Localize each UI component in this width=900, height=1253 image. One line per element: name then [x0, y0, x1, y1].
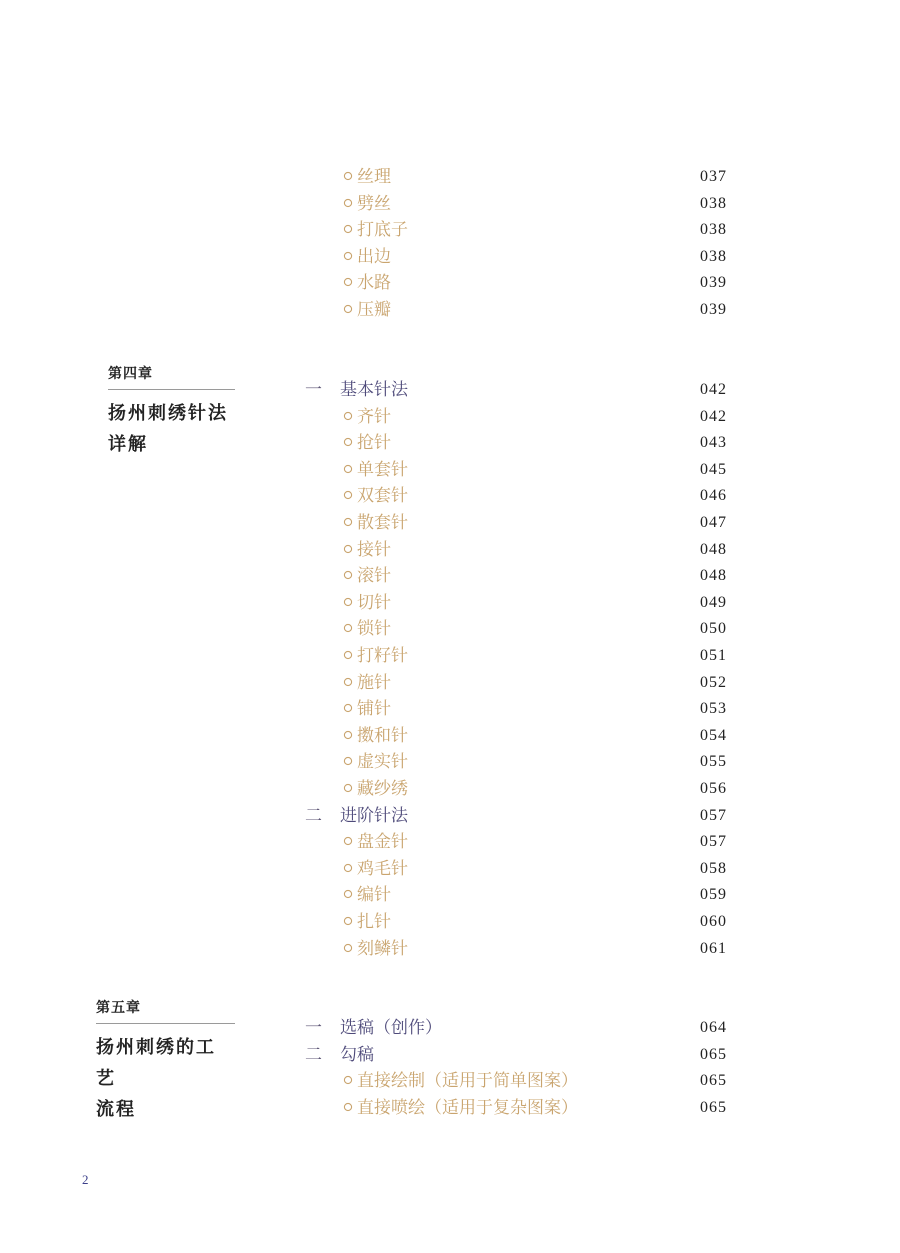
- subentry-text: 滚针: [357, 566, 391, 587]
- subentry-text: 水路: [357, 273, 391, 294]
- chapter-number: 第五章: [96, 1000, 141, 1016]
- subentry-text: 切针: [357, 592, 391, 613]
- subentry-page-number: 065: [700, 1098, 727, 1116]
- subentry-text: 编针: [357, 885, 391, 906]
- subentry-page-number: 047: [700, 514, 727, 531]
- toc-subentry[interactable]: [0, 537, 900, 563]
- subentry-label: [343, 936, 408, 962]
- subentry-page-number: 060: [700, 913, 727, 930]
- toc-subentry[interactable]: [0, 1095, 900, 1121]
- subentry-label: [343, 537, 391, 563]
- toc-section[interactable]: [0, 377, 900, 403]
- subentry-label: [343, 510, 408, 536]
- subentry-page-number: 038: [700, 221, 727, 239]
- subentry-text: 虚实针: [357, 752, 408, 773]
- bullet-circle-icon: [343, 517, 353, 527]
- bullet-circle-icon: [343, 1102, 353, 1112]
- subentry-text: 出边: [357, 246, 391, 267]
- subentry-page-number: 043: [700, 434, 727, 452]
- toc-subentry[interactable]: [0, 510, 900, 536]
- subentry-text: 刻鳞针: [357, 938, 408, 959]
- subentry-page-number: 038: [700, 194, 727, 212]
- bullet-circle-icon: [343, 943, 353, 953]
- subentry-label: [343, 244, 391, 270]
- bullet-circle-icon: [343, 916, 353, 926]
- subentry-page-number: 037: [700, 168, 727, 185]
- subentry-text: 施针: [357, 672, 391, 693]
- bullet-circle-icon: [343, 304, 353, 314]
- subentry-page-number: 042: [700, 407, 727, 425]
- section-label: 选稿（创作）: [340, 1018, 442, 1038]
- subentry-page-number: 059: [700, 886, 727, 904]
- toc-subentry[interactable]: [0, 430, 900, 456]
- chapter-title-line-2: 流程: [96, 1099, 136, 1120]
- subentry-page-number: 061: [700, 939, 727, 957]
- bullet-circle-icon: [343, 650, 353, 660]
- section-label: 进阶针法: [340, 805, 408, 826]
- toc-subentry[interactable]: [0, 244, 900, 270]
- toc-subentry[interactable]: [0, 776, 900, 802]
- subentry-label: [343, 483, 408, 509]
- subentry-text: 散套针: [357, 513, 408, 533]
- subentry-label: [343, 856, 408, 882]
- subentry-page-number: 058: [700, 859, 727, 877]
- toc-subentry[interactable]: [0, 164, 900, 190]
- subentry-page-number: 050: [700, 620, 727, 638]
- toc-subentry[interactable]: [0, 404, 900, 430]
- subentry-label: [343, 909, 391, 935]
- bullet-circle-icon: [343, 171, 353, 181]
- section-label: 勾稿: [340, 1044, 374, 1065]
- subentry-label: [343, 457, 408, 483]
- section-page-number: 057: [700, 806, 727, 824]
- bullet-circle-icon: [343, 224, 353, 234]
- toc-subentry[interactable]: [0, 882, 900, 908]
- subentry-label: [343, 1068, 578, 1094]
- bullet-circle-icon: [343, 783, 353, 793]
- toc-section[interactable]: [0, 1042, 900, 1068]
- bullet-circle-icon: [343, 677, 353, 687]
- subentry-text: 扎针: [357, 912, 391, 932]
- subentry-page-number: 055: [700, 753, 727, 771]
- bullet-circle-icon: [343, 437, 353, 447]
- subentry-text: 劈丝: [357, 193, 391, 214]
- section-label: 基本针法: [340, 380, 408, 400]
- subentry-label: [343, 563, 391, 589]
- bullet-circle-icon: [343, 889, 353, 899]
- subentry-label: [343, 696, 391, 722]
- subentry-label: [343, 191, 391, 217]
- toc-subentry[interactable]: [0, 856, 900, 882]
- subentry-label: [343, 776, 408, 802]
- subentry-label: [343, 643, 408, 669]
- subentry-text: 直接绘制（适用于简单图案）: [357, 1071, 578, 1092]
- subentry-text: 双套针: [357, 486, 408, 507]
- subentry-text: 直接喷绘（适用于复杂图案）: [357, 1097, 578, 1118]
- subentry-label: [343, 723, 408, 749]
- toc-subentry[interactable]: [0, 1068, 900, 1094]
- chapter-title-line-2: 详解: [108, 434, 148, 455]
- subentry-page-number: 045: [700, 460, 727, 478]
- bullet-circle-icon: [343, 490, 353, 500]
- folio: 2: [82, 1172, 89, 1187]
- subentry-page-number: 056: [700, 780, 727, 797]
- toc-subentry[interactable]: [0, 749, 900, 775]
- section-page-number: 065: [700, 1045, 727, 1063]
- bullet-circle-icon: [343, 544, 353, 554]
- toc-subentry[interactable]: [0, 670, 900, 696]
- subentry-page-number: 039: [700, 274, 727, 292]
- subentry-text: 单套针: [357, 459, 408, 480]
- bullet-circle-icon: [343, 597, 353, 607]
- subentry-page-number: 046: [700, 487, 727, 505]
- subentry-text: 打籽针: [357, 646, 408, 666]
- bullet-circle-icon: [343, 863, 353, 873]
- bullet-circle-icon: [343, 1075, 353, 1085]
- toc-section[interactable]: [0, 1015, 900, 1041]
- subentry-page-number: 048: [700, 540, 727, 558]
- toc-subentry[interactable]: [0, 483, 900, 509]
- chapter-title-line-1: 扬州刺绣的工艺: [96, 1037, 216, 1089]
- subentry-page-number: 049: [700, 593, 727, 611]
- subentry-text: 齐针: [357, 406, 391, 427]
- subentry-page-number: 065: [700, 1072, 727, 1090]
- subentry-label: [343, 1095, 578, 1121]
- subentry-label: [343, 590, 391, 616]
- subentry-page-number: 038: [700, 247, 727, 265]
- subentry-label: [343, 882, 391, 908]
- subentry-page-number: 057: [700, 833, 727, 851]
- toc-subentry[interactable]: [0, 936, 900, 962]
- subentry-text: 丝理: [357, 167, 391, 187]
- subentry-label: [343, 404, 391, 430]
- subentry-label: [343, 217, 408, 243]
- subentry-text: 压瓣: [357, 300, 391, 320]
- subentry-label: [343, 749, 408, 775]
- subentry-text: 抢针: [357, 433, 391, 454]
- subentry-page-number: 051: [700, 647, 727, 664]
- subentry-text: 锁针: [357, 619, 391, 640]
- bullet-circle-icon: [343, 464, 353, 474]
- section-page-number: 064: [700, 1019, 727, 1036]
- bullet-circle-icon: [343, 198, 353, 208]
- toc-subentry[interactable]: [0, 217, 900, 243]
- subentry-text: 藏纱绣: [357, 779, 408, 799]
- section-number: 一: [305, 380, 322, 400]
- chapter-title-line-1: 扬州刺绣针法: [108, 403, 228, 424]
- toc-subentry[interactable]: [0, 696, 900, 722]
- subentry-page-number: 052: [700, 673, 727, 691]
- toc-subentry[interactable]: [0, 616, 900, 642]
- toc-subentry[interactable]: [0, 191, 900, 217]
- subentry-label: [343, 430, 391, 456]
- bullet-circle-icon: [343, 570, 353, 580]
- subentry-text: 打底子: [357, 220, 408, 241]
- section-page-number: 042: [700, 381, 727, 398]
- subentry-text: 擞和针: [357, 725, 408, 746]
- toc-subentry[interactable]: [0, 723, 900, 749]
- subentry-page-number: 048: [700, 567, 727, 585]
- toc-subentry[interactable]: [0, 643, 900, 669]
- toc-section[interactable]: [0, 803, 900, 829]
- bullet-circle-icon: [343, 836, 353, 846]
- bullet-circle-icon: [343, 251, 353, 261]
- subentry-label: [343, 829, 408, 855]
- subentry-label: [343, 297, 391, 323]
- subentry-page-number: 039: [700, 301, 727, 318]
- bullet-circle-icon: [343, 756, 353, 766]
- section-number: 一: [305, 1018, 322, 1038]
- bullet-circle-icon: [343, 703, 353, 713]
- toc-subentry[interactable]: [0, 909, 900, 935]
- subentry-page-number: 053: [700, 700, 727, 718]
- bullet-circle-icon: [343, 277, 353, 287]
- subentry-label: [343, 616, 391, 642]
- toc-subentry[interactable]: [0, 563, 900, 589]
- bullet-circle-icon: [343, 411, 353, 421]
- subentry-text: 铺针: [357, 699, 391, 720]
- subentry-page-number: 054: [700, 726, 727, 744]
- toc-subentry[interactable]: [0, 297, 900, 323]
- subentry-text: 盘金针: [357, 832, 408, 853]
- subentry-label: [343, 670, 391, 696]
- section-number: 二: [305, 805, 322, 826]
- toc-subentry[interactable]: [0, 829, 900, 855]
- toc-subentry[interactable]: [0, 457, 900, 483]
- toc-subentry[interactable]: [0, 590, 900, 616]
- chapter-number: 第四章: [108, 366, 153, 382]
- subentry-text: 接针: [357, 539, 391, 560]
- section-number: 二: [305, 1044, 322, 1065]
- subentry-label: [343, 164, 391, 190]
- subentry-label: [343, 270, 391, 296]
- toc-subentry[interactable]: [0, 270, 900, 296]
- bullet-circle-icon: [343, 623, 353, 633]
- bullet-circle-icon: [343, 730, 353, 740]
- subentry-text: 鸡毛针: [357, 858, 408, 879]
